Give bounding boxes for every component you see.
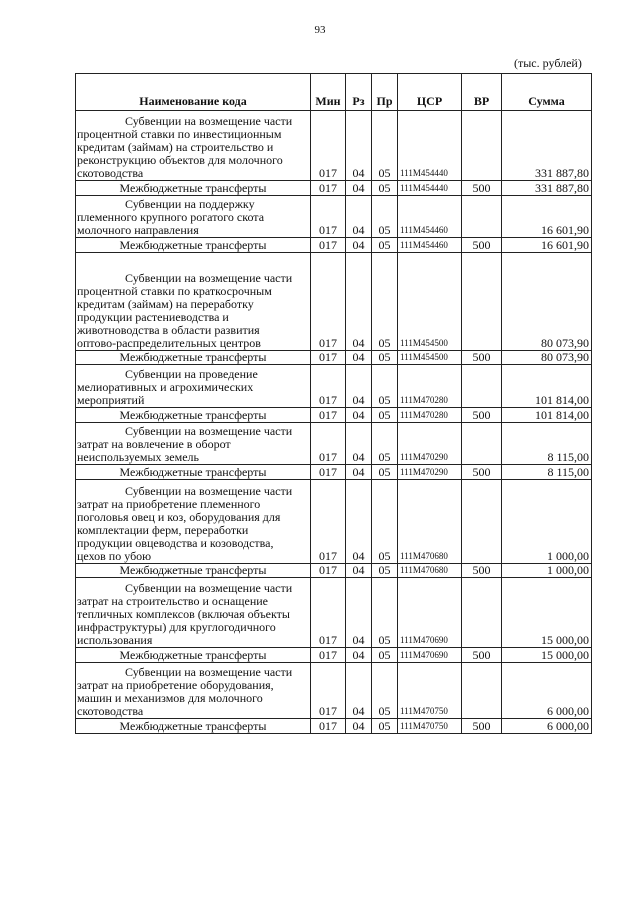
row-pr: 05: [372, 195, 398, 237]
row-name-line: Субвенции на поддержку: [125, 197, 255, 212]
row-name-line: Субвенции на возмещение части: [125, 581, 293, 596]
row-name-line: Межбюджетные трансферты: [119, 719, 267, 734]
row-name: [76, 422, 311, 464]
row-name-line: продукции овцеводства и козоводства,: [77, 535, 274, 550]
row-name-line: молочного направления: [77, 223, 199, 238]
row-rz: 04: [346, 422, 372, 464]
row-sum: 101 814,00: [502, 365, 592, 407]
row-name-line: мелиоративных и агрохимических: [77, 379, 254, 394]
row-name-line: Межбюджетные трансферты: [119, 563, 267, 578]
row-name-line: Субвенции на возмещение части: [125, 114, 293, 128]
row-min: 017: [311, 648, 346, 663]
row-csr: 111M470290: [398, 464, 462, 479]
row-csr: 111M470280: [398, 365, 462, 407]
row-csr: 111M470680: [398, 563, 462, 578]
row-name-line: племенного крупного рогатого скота: [77, 210, 265, 225]
row-sum: 15 000,00: [502, 578, 592, 648]
row-vr: 500: [462, 563, 502, 578]
row-name-line: Субвенции на возмещение части: [125, 665, 293, 680]
table-row-subvention: [76, 365, 592, 407]
row-name: [76, 464, 311, 479]
row-csr: 111M454500: [398, 252, 462, 350]
table-row-transfer: [76, 464, 592, 479]
row-name: [76, 719, 311, 734]
row-name-line: Субвенции на возмещение части: [125, 270, 293, 285]
row-min: 017: [311, 407, 346, 422]
header-pr: Пр: [372, 74, 398, 111]
row-sum: 331 887,80: [502, 111, 592, 181]
row-pr: 05: [372, 350, 398, 365]
row-name-line: Межбюджетные трансферты: [119, 648, 267, 663]
row-name-line: [77, 259, 308, 272]
row-vr: 500: [462, 407, 502, 422]
table-row-transfer: [76, 407, 592, 422]
table-row-transfer: [76, 238, 592, 253]
row-csr: 111M470280: [398, 407, 462, 422]
row-min: 017: [311, 350, 346, 365]
row-name-line: Межбюджетные трансферты: [119, 237, 267, 252]
row-name-line: кредитам (займам) на переработку: [77, 296, 254, 311]
row-name-line: животноводства в области развития: [77, 322, 260, 337]
table-row-subvention: [76, 578, 592, 648]
row-name: [76, 365, 311, 407]
row-name-line: использования: [77, 633, 153, 648]
row-sum: 8 115,00: [502, 422, 592, 464]
row-name-line: кредитам (займам) на строительство и: [77, 140, 274, 154]
budget-table: [75, 73, 592, 734]
header-rz: Рз: [346, 74, 372, 111]
row-vr: [462, 111, 502, 181]
row-vr: [462, 365, 502, 407]
row-min: 017: [311, 422, 346, 464]
row-sum: 8 115,00: [502, 464, 592, 479]
row-rz: 04: [346, 663, 372, 719]
row-name-line: процентной ставки по краткосрочным: [77, 283, 272, 298]
row-sum: 6 000,00: [502, 663, 592, 719]
row-pr: 05: [372, 238, 398, 253]
row-csr: 111M470690: [398, 578, 462, 648]
table-row-subvention: [76, 663, 592, 719]
row-pr: 05: [372, 578, 398, 648]
row-name-line: поголовья овец и коз, оборудования для: [77, 509, 281, 524]
row-csr: 111M454460: [398, 238, 462, 253]
row-name-line: затрат на вовлечение в оборот: [77, 436, 231, 451]
row-pr: 05: [372, 563, 398, 578]
row-vr: 500: [462, 464, 502, 479]
row-min: 017: [311, 563, 346, 578]
row-csr: 111M454440: [398, 111, 462, 181]
row-name: [76, 195, 311, 237]
row-name: [76, 181, 311, 196]
row-pr: 05: [372, 663, 398, 719]
row-name-line: Субвенции на возмещение части: [125, 423, 293, 438]
page-number: 93: [314, 24, 326, 36]
row-name-line: Субвенции на проведение: [125, 366, 258, 381]
row-name-line: Межбюджетные трансферты: [119, 180, 267, 195]
row-name: [76, 663, 311, 719]
row-csr: 111M470750: [398, 719, 462, 734]
row-pr: 05: [372, 479, 398, 563]
row-name-line: неиспользуемых земель: [77, 449, 199, 464]
row-name-line: инфраструктуры) для круглогодичного: [77, 620, 276, 635]
row-name: [76, 563, 311, 578]
row-vr: 500: [462, 719, 502, 734]
row-sum: 80 073,90: [502, 252, 592, 350]
row-rz: 04: [346, 648, 372, 663]
row-rz: 04: [346, 111, 372, 181]
row-pr: 05: [372, 464, 398, 479]
row-pr: 05: [372, 648, 398, 663]
row-vr: 500: [462, 238, 502, 253]
row-csr: 111M454500: [398, 350, 462, 365]
table-row-subvention: [76, 195, 592, 237]
table-header-row: [76, 74, 592, 111]
row-sum: 6 000,00: [502, 719, 592, 734]
row-min: 017: [311, 238, 346, 253]
row-sum: 1 000,00: [502, 563, 592, 578]
table-row-subvention: [76, 252, 592, 350]
row-name: [76, 238, 311, 253]
row-rz: 04: [346, 350, 372, 365]
row-pr: 05: [372, 365, 398, 407]
row-name-line: реконструкцию объектов для молочного: [77, 153, 283, 167]
row-name-line: продукции растениеводства и: [77, 309, 229, 324]
row-sum: 1 000,00: [502, 479, 592, 563]
row-csr: 111M470680: [398, 479, 462, 563]
row-rz: 04: [346, 407, 372, 422]
row-pr: 05: [372, 407, 398, 422]
row-vr: [462, 195, 502, 237]
row-min: 017: [311, 195, 346, 237]
table-row-subvention: [76, 422, 592, 464]
row-vr: 500: [462, 648, 502, 663]
row-name: [76, 252, 311, 350]
row-sum: 15 000,00: [502, 648, 592, 663]
row-vr: 500: [462, 350, 502, 365]
table-row-subvention: [76, 479, 592, 563]
row-name-line: скотоводства: [77, 166, 144, 180]
row-name-line: тепличных комплексов (включая объекты: [77, 607, 290, 622]
row-vr: [462, 252, 502, 350]
row-min: 017: [311, 479, 346, 563]
row-min: 017: [311, 111, 346, 181]
row-csr: 111M454440: [398, 181, 462, 196]
table-row-transfer: [76, 719, 592, 734]
row-name: [76, 407, 311, 422]
row-vr: 500: [462, 181, 502, 196]
row-name-line: затрат на приобретение племенного: [77, 496, 261, 511]
header-vr: ВР: [462, 74, 502, 111]
row-name: [76, 479, 311, 563]
row-name: [76, 648, 311, 663]
table-row-transfer: [76, 181, 592, 196]
table-row-transfer: [76, 648, 592, 663]
row-min: 017: [311, 663, 346, 719]
row-rz: 04: [346, 238, 372, 253]
row-csr: 111M470690: [398, 648, 462, 663]
row-rz: 04: [346, 195, 372, 237]
row-rz: 04: [346, 479, 372, 563]
row-name: [76, 111, 311, 181]
row-name-line: процентной ставки по инвестиционным: [77, 127, 282, 141]
row-vr: [462, 422, 502, 464]
row-csr: 111M470750: [398, 663, 462, 719]
row-name-line: машин и механизмов для молочного: [77, 691, 263, 706]
row-min: 017: [311, 181, 346, 196]
row-min: 017: [311, 578, 346, 648]
header-name: Наименование кода: [76, 74, 311, 111]
row-sum: 16 601,90: [502, 195, 592, 237]
row-sum: 101 814,00: [502, 407, 592, 422]
row-pr: 05: [372, 719, 398, 734]
row-name-line: скотоводства: [77, 704, 144, 719]
row-min: 017: [311, 365, 346, 407]
table-body: [76, 111, 592, 734]
row-sum: 331 887,80: [502, 181, 592, 196]
row-rz: 04: [346, 181, 372, 196]
row-sum: 80 073,90: [502, 350, 592, 365]
row-name-line: оптово-распределительных центров: [77, 335, 261, 350]
row-rz: 04: [346, 464, 372, 479]
table-row-subvention: [76, 111, 592, 181]
row-name-line: затрат на приобретение оборудования,: [77, 678, 274, 693]
table-row-transfer: [76, 563, 592, 578]
row-name-line: Межбюджетные трансферты: [119, 464, 267, 479]
row-vr: [462, 479, 502, 563]
row-name-line: мероприятий: [77, 392, 145, 407]
row-vr: [462, 663, 502, 719]
row-name-line: Межбюджетные трансферты: [119, 350, 267, 365]
row-name: [76, 350, 311, 365]
table-row-transfer: [76, 350, 592, 365]
row-vr: [462, 578, 502, 648]
row-pr: 05: [372, 252, 398, 350]
row-min: 017: [311, 252, 346, 350]
row-sum: 16 601,90: [502, 238, 592, 253]
row-pr: 05: [372, 111, 398, 181]
row-min: 017: [311, 464, 346, 479]
header-min: Мин: [311, 74, 346, 111]
row-rz: 04: [346, 252, 372, 350]
row-name-line: цехов по убою: [77, 548, 152, 563]
row-rz: 04: [346, 365, 372, 407]
row-rz: 04: [346, 563, 372, 578]
row-name: [76, 578, 311, 648]
row-csr: 111M470290: [398, 422, 462, 464]
header-sum: Сумма: [502, 74, 592, 111]
row-csr: 111M454460: [398, 195, 462, 237]
row-name-line: затрат на строительство и оснащение: [77, 594, 269, 609]
row-min: 017: [311, 719, 346, 734]
units-label: (тыс. рублей): [514, 56, 582, 70]
row-pr: 05: [372, 422, 398, 464]
header-csr: ЦСР: [398, 74, 462, 111]
row-pr: 05: [372, 181, 398, 196]
row-rz: 04: [346, 578, 372, 648]
row-name-line: Межбюджетные трансферты: [119, 407, 267, 422]
row-name-line: Субвенции на возмещение части: [125, 483, 293, 498]
row-rz: 04: [346, 719, 372, 734]
row-name-line: комплектации ферм, переработки: [77, 522, 249, 537]
